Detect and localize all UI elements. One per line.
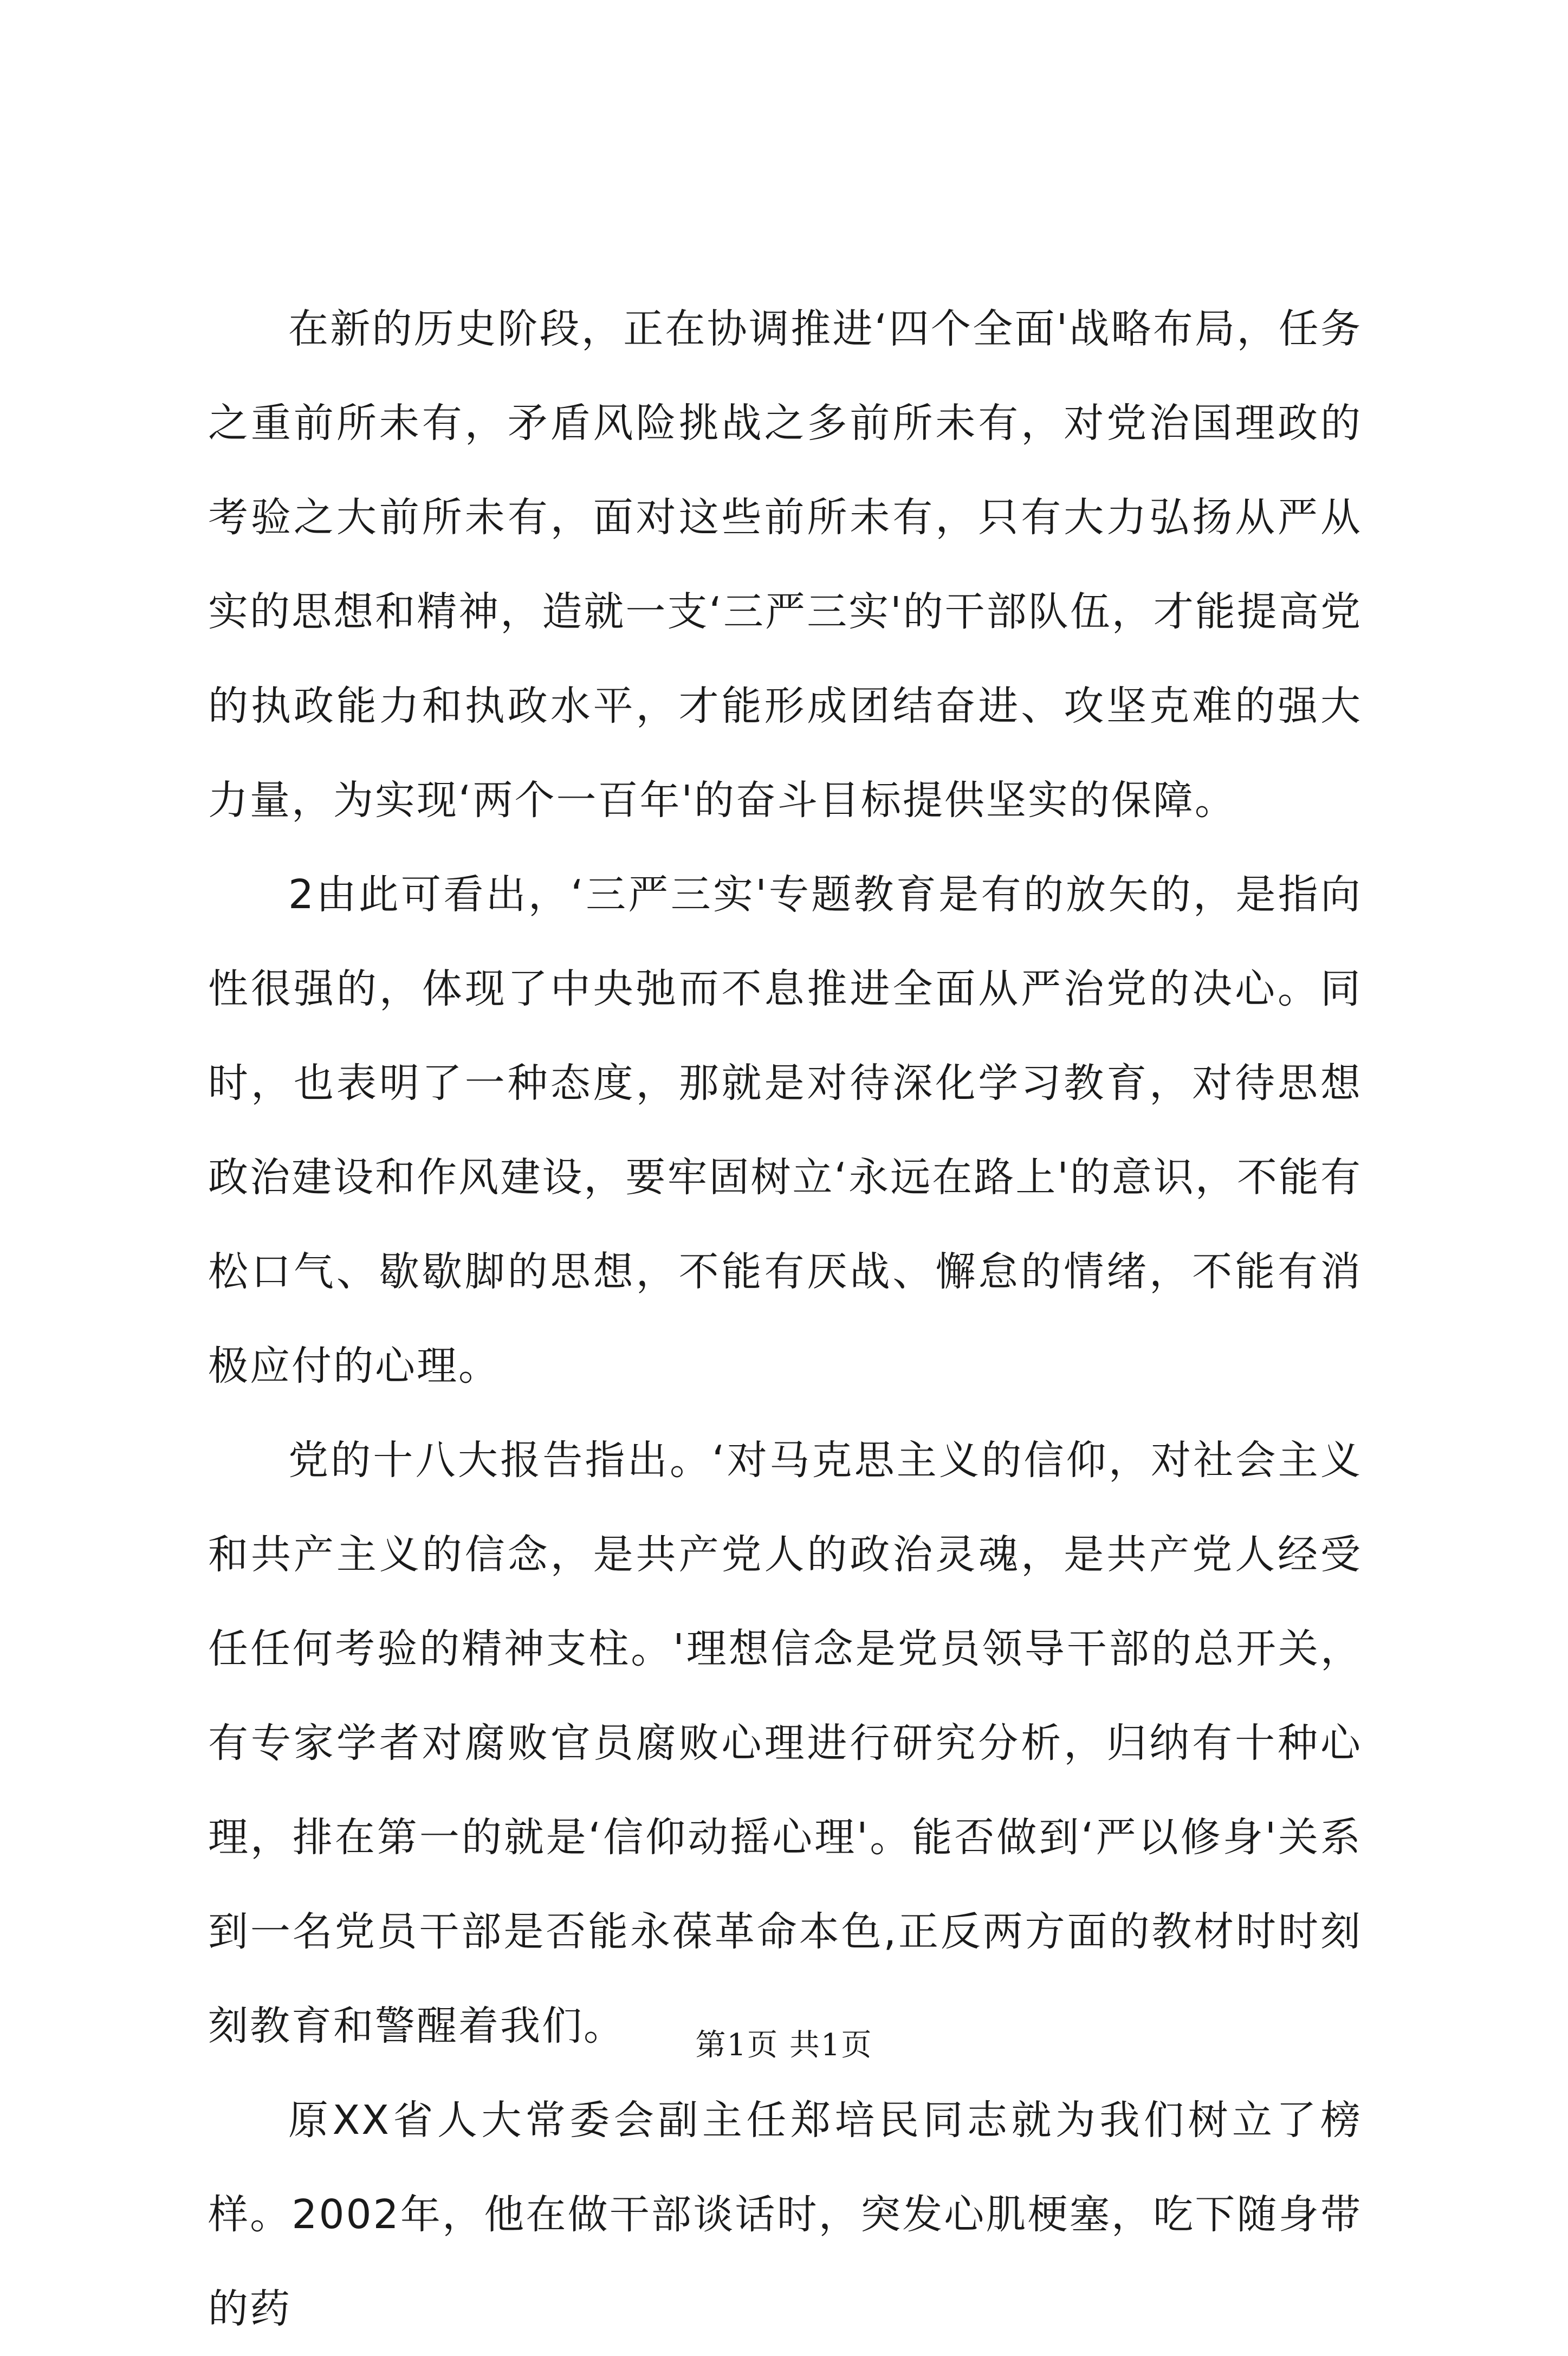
page-footer: 第1页 共1页 — [695, 2028, 873, 2063]
paragraph-2: 2由此可看出，‘三严三实'专题教育是有的放矢的，是指向性很强的，体现了中央弛而不息推进全面从严治党的决心。同时，也表明了一种态度，那就是对待深化学习教育，对待思想政治建设和作风建设，要牢固树立‘永远在路上'的意识，不能有松口气、歇歇脚的思想，不能有厌战、懈怠的情绪，不能有消极应付的心理。 — [208, 871, 1362, 1389]
paragraph-3: 党的十八大报告指出。‘对马克思主义的信仰，对社会主义和共产主义的信念，是共产党人的政治灵魂，是共产党人经受任任何考验的精神支柱。'理想信念是党员领导干部的总开关，有专家学者对腐败官员腐败心理进行研究分析，归纳有十种心理，排在第一的就是‘信仰动摇心理'。能否做到‘严以修身'关系到一名党员干部是否能永葆革命本色,正反两方面的教材时时刻刻教育和警醒着我们。 — [208, 1437, 1362, 2049]
paragraph-1: 在新的历史阶段，正在协调推进‘四个全面'战略布局，任务之重前所未有，矛盾风险挑战之多前所未有，对党治国理政的考验之大前所未有，面对这些前所未有，只有大力弘扬从严从实的思想和精神，造就一支‘三严三实'的干部队伍，才能提高党的执政能力和执政水平，才能形成团结奋进、攻坚克难的强大力量，为实现‘两个一百年'的奋斗目标提供坚实的保障。 — [208, 306, 1362, 824]
paragraph-4: 原XX省人大常委会副主任郑培民同志就为我们树立了榜样。2002年，他在做干部谈话时，突发心肌梗塞，吃下随身带的药 — [208, 2097, 1362, 2332]
